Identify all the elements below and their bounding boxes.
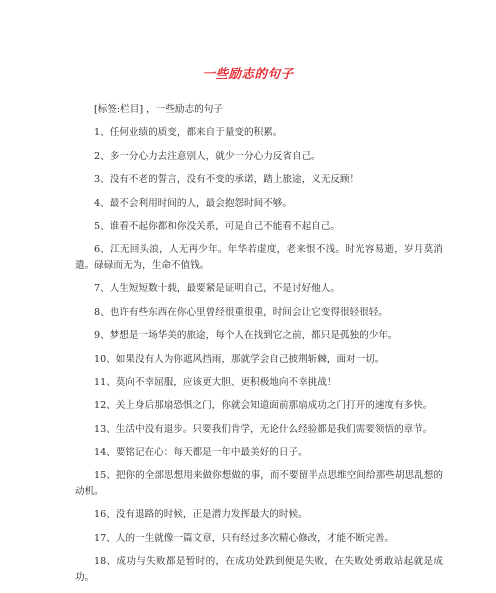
quote-item: 17、人的一生就像一篇文章，只有经过多次精心修改，才能不断完善。 [94, 532, 395, 544]
tag-line: [标签:栏目] ，一些励志的句子 [94, 104, 223, 115]
quote-item: 9、梦想是一场华美的旅途，每个人在找到它之前，都只是孤独的少年。 [94, 330, 398, 342]
quote-item: 18、成功与失败都是暂时的，在成功处跌到便是失败，在失败处勇敢站起就是成功。 [75, 556, 443, 583]
quote-item: 12、关上身后那扇恐惧之门，你就会知道面前那扇成功之门打开的速度有多快。 [94, 400, 433, 412]
quote-item: 15、把你的全部思想用来做你想做的事，而不要留半点思维空间给那些胡思乱想的动机。 [75, 470, 443, 498]
quote-item: 6、江无回头浪，人无再少年。年华若虚度，老来恨不浅。时光容易逝，岁月莫消遣。碌碌而无为，生命不值钱。 [75, 244, 443, 271]
quote-item: 11、莫向不幸屈服，应该更大胆、更积极地向不幸挑战！ [94, 376, 337, 388]
quote-item: 1、任何业绩的质变，都来自于量变的积累。 [94, 127, 283, 139]
quote-item: 4、最不会利用时间的人，最会抱怨时间不够。 [94, 197, 292, 209]
quote-item: 2、多一分心力去注意别人，就少一分心力反省自己。 [94, 150, 321, 162]
quote-item: 5、谁看不起你都和你没关系，可是自己不能看不起自己。 [94, 220, 340, 232]
page-title: 一些励志的句子 [202, 66, 294, 81]
quote-item: 13、生活中没有退步。只要我们肯学，无论什么经验都是我们需要领悟的章节。 [94, 423, 433, 435]
quote-item: 16、没有退路的时候，正是潜力发挥最大的时候。 [94, 509, 308, 521]
quote-item: 8、也许有些东西在你心里曾经很重很重，时间会让它变得很轻很轻。 [94, 306, 388, 318]
quote-item: 3、没有不老的誓言，没有不变的承诺，踏上旅途，义无反顾！ [94, 174, 360, 186]
document-body [75, 102, 443, 593]
quote-item: 7、人生短短数十载，最要紧是证明自己，不是讨好他人。 [94, 283, 340, 295]
quote-item: 14、要铭记在心：每天都是一年中最美好的日子。 [94, 447, 308, 459]
quote-item: 10、如果没有人为你遮风挡雨，那就学会自己披荆斩棘，面对一切。 [94, 353, 385, 365]
